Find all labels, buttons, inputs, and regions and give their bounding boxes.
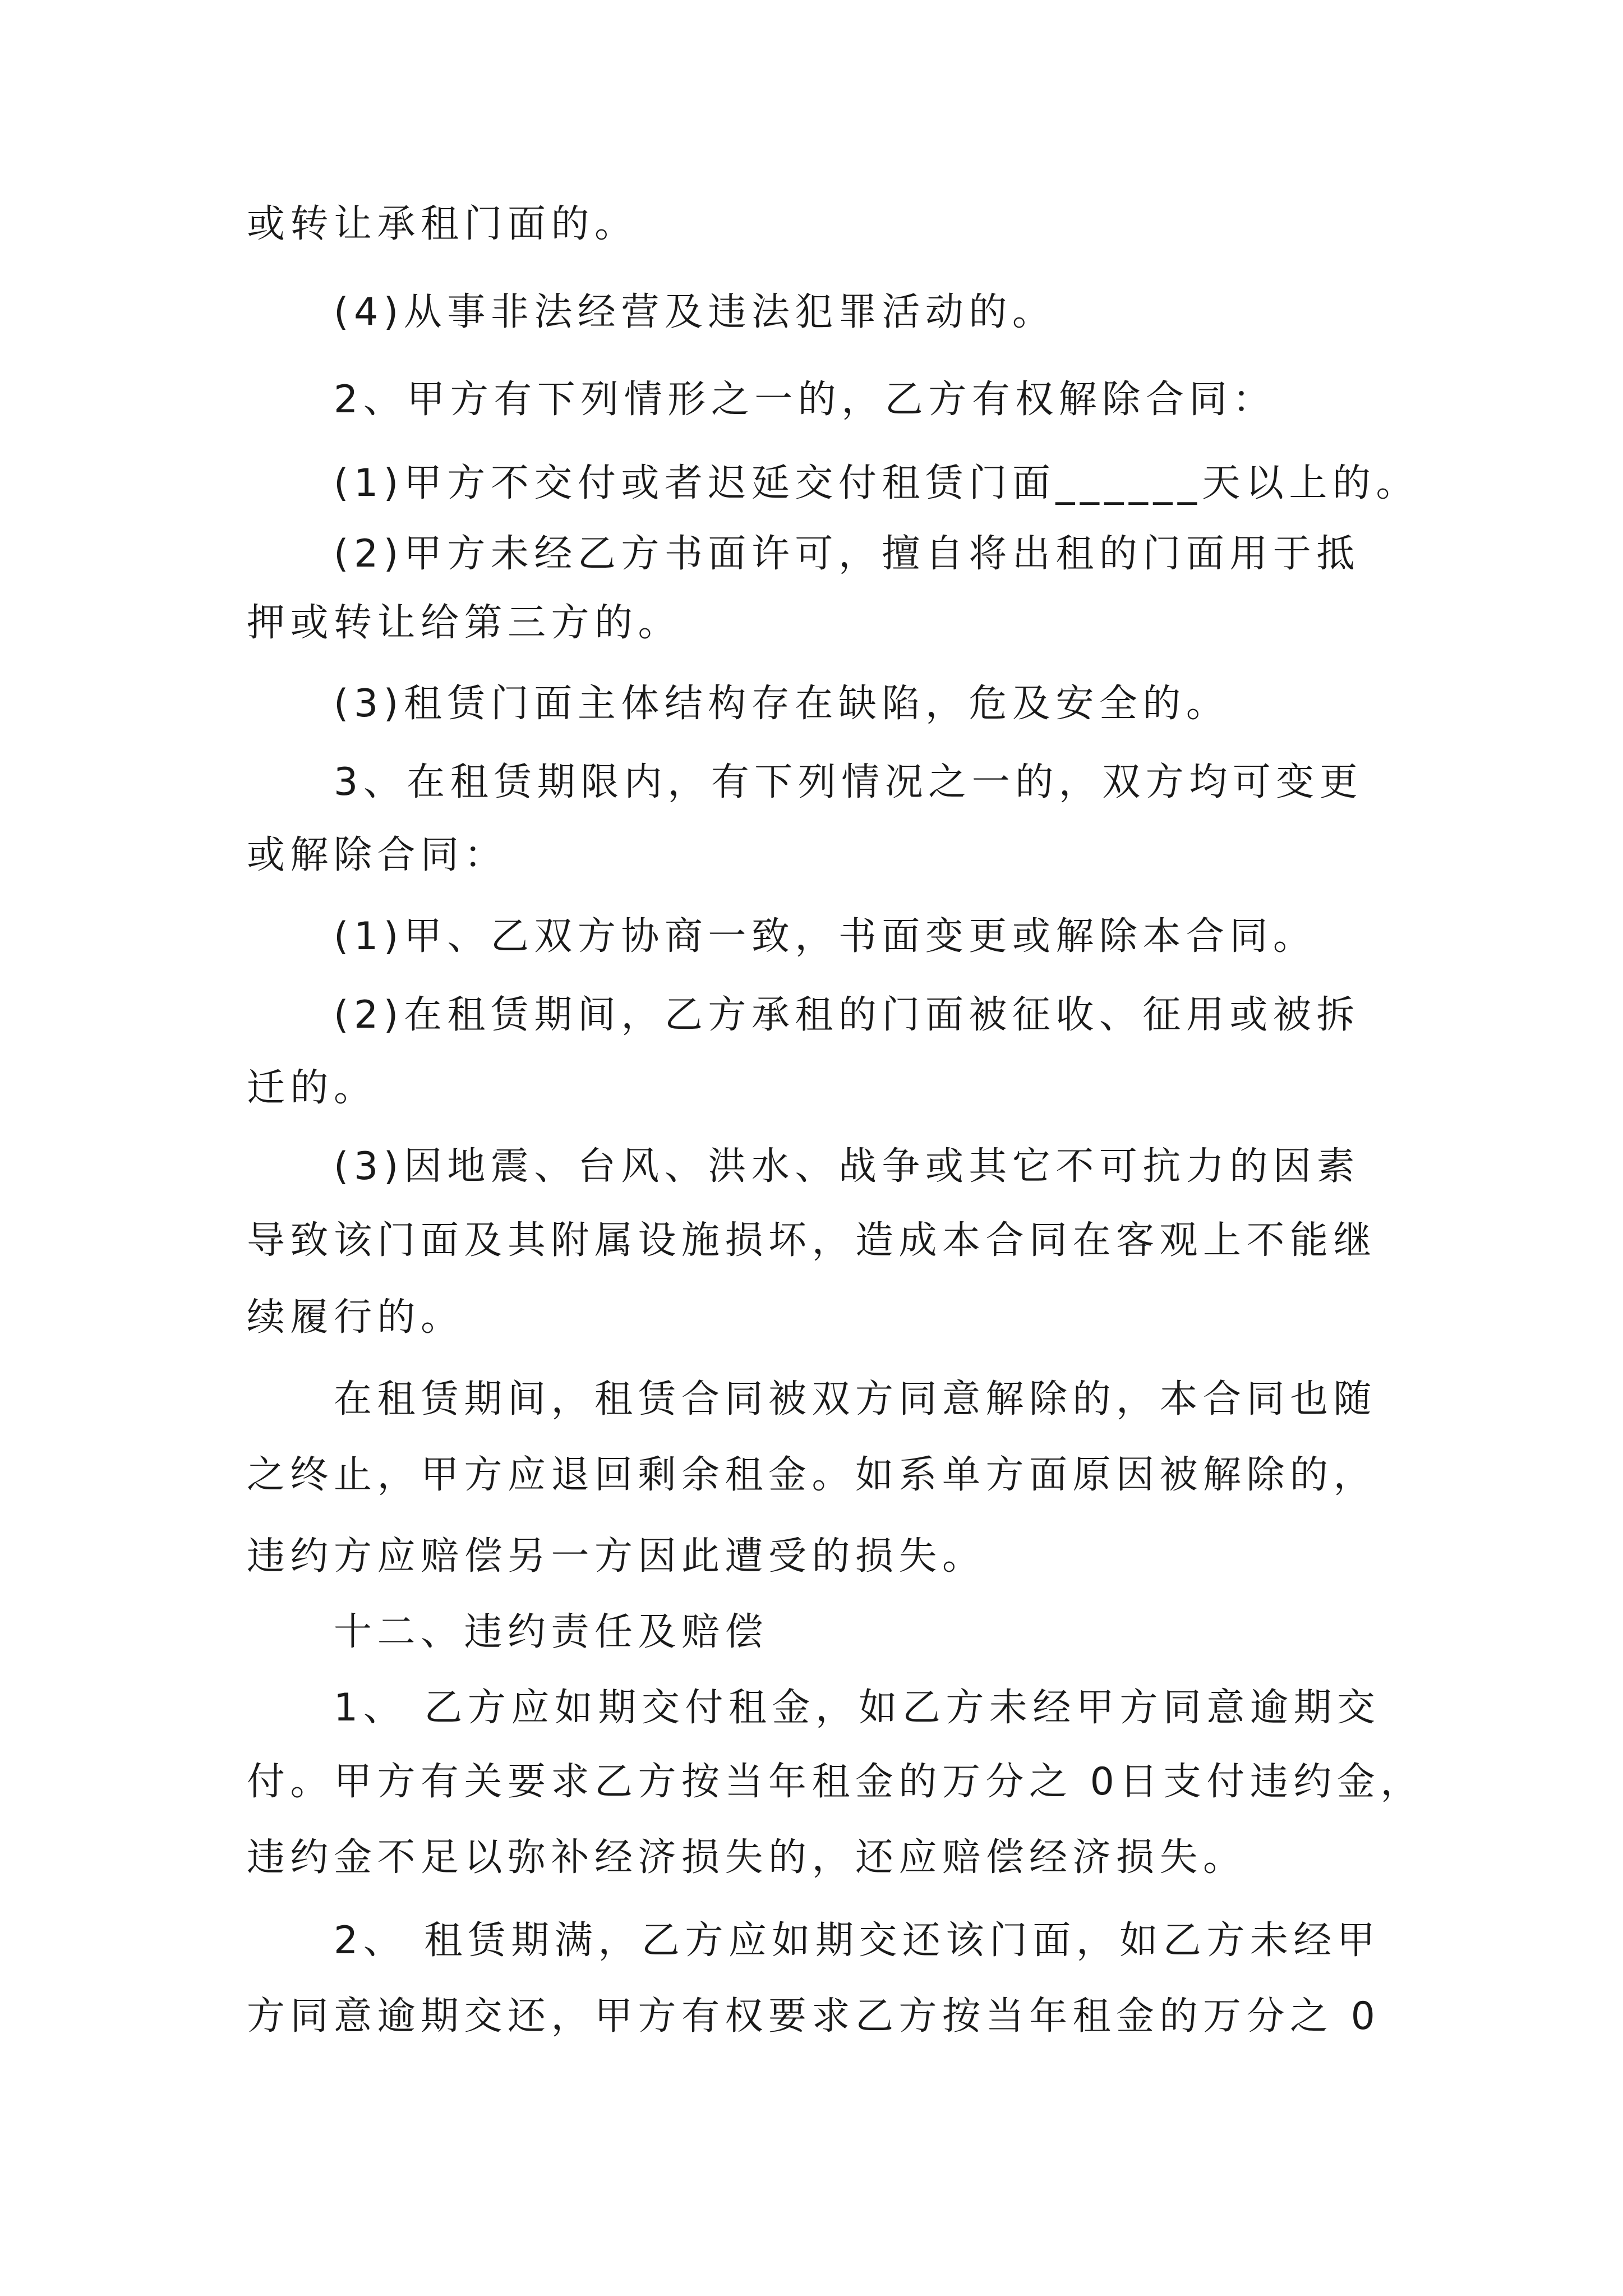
text-line: 2、甲方有下列情形之一的，乙方有权解除合同： xyxy=(334,378,1276,422)
text-line: (4)从事非法经营及违法犯罪活动的。 xyxy=(334,290,1056,334)
text-line: (2)甲方未经乙方书面许可，擅自将出租的门面用于抵 xyxy=(334,532,1360,576)
text-line: 导致该门面及其附属设施损坏，造成本合同在客观上不能继 xyxy=(247,1218,1377,1263)
text-line: 2、 租赁期满，乙方应如期交还该门面，如乙方未经甲 xyxy=(334,1918,1381,1963)
text-line: 迁的。 xyxy=(247,1066,377,1110)
text-line: 3、在租赁期限内，有下列情况之一的，双方均可变更 xyxy=(334,760,1363,804)
text-line: 1、 乙方应如期交付租金，如乙方未经甲方同意逾期交 xyxy=(334,1686,1381,1730)
text-line: 在租赁期间，租赁合同被双方同意解除的，本合同也随 xyxy=(334,1377,1377,1421)
text-line: 押或转让给第三方的。 xyxy=(247,601,682,645)
text-line: (3)租赁门面主体结构存在缺陷，危及安全的。 xyxy=(334,682,1230,726)
text-line: 方同意逾期交还，甲方有权要求乙方按当年租金的万分之 0 xyxy=(247,1994,1381,2039)
text-line: (1)甲方不交付或者迟延交付租赁门面______天以上的。 xyxy=(334,461,1419,505)
text-line: (1)甲、乙双方协商一致，书面变更或解除本合同。 xyxy=(334,914,1317,959)
text-line: 违约金不足以弥补经济损失的，还应赔偿经济损失。 xyxy=(247,1835,1247,1880)
text-line: 违约方应赔偿另一方因此遭受的损失。 xyxy=(247,1534,986,1579)
text-line: 或转让承租门面的。 xyxy=(247,202,638,246)
text-line: 之终止，甲方应退回剩余租金。如系单方面原因被解除的， xyxy=(247,1453,1377,1497)
text-line: 续履行的。 xyxy=(247,1295,464,1340)
text-line: (3)因地震、台风、洪水、战争或其它不可抗力的因素 xyxy=(334,1144,1360,1189)
text-line: (2)在租赁期间，乙方承租的门面被征收、征用或被拆 xyxy=(334,993,1360,1037)
text-line: 十二、违约责任及赔偿 xyxy=(334,1610,769,1654)
text-line: 或解除合同： xyxy=(247,833,508,877)
text-line: 付。甲方有关要求乙方按当年租金的万分之 0日支付违约金， xyxy=(247,1760,1424,1804)
